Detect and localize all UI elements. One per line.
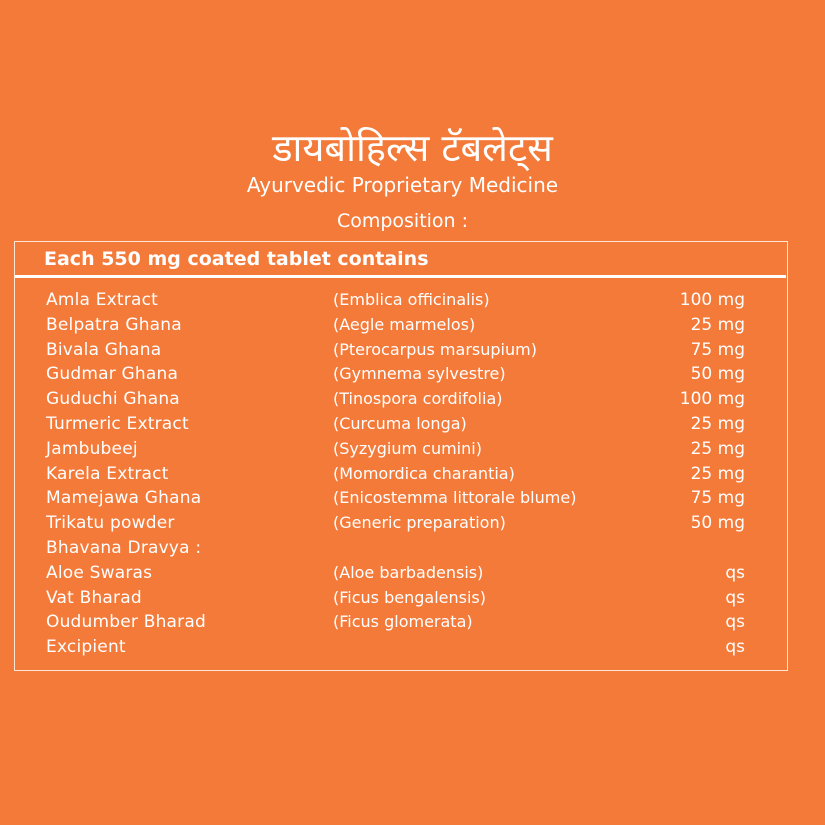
ingredient-row [15,586,786,611]
ingredient-name: Karela Extract [46,463,169,484]
ingredient-quantity: 100 mg [679,389,745,410]
ingredient-name: Amla Extract [46,290,159,310]
ingredient-quantity: 75 mg [690,488,745,509]
ingredient-quantity: 25 mg [690,413,745,434]
ingredient-row [15,437,786,462]
ingredient-row [15,511,786,536]
ingredient-row [15,536,786,561]
ingredient-quantity: 50 mg [690,364,745,385]
ingredient-name: Bhavana Dravya : [46,537,202,558]
product-title-hindi: डायबोहिल्स टॅबलेट्स [272,126,553,170]
ingredient-row [15,412,786,437]
table-header: Each 550 mg coated tablet contains [44,248,429,270]
ingredient-quantity: 100 mg [679,290,745,310]
header-divider [15,275,786,278]
ingredient-botanical-name: (Ficus glomerata) [333,612,473,632]
ingredient-row [15,462,786,487]
ingredient-name: Trikatu powder [46,513,175,534]
ingredient-row [15,610,786,635]
ingredient-row [15,387,786,412]
ingredient-botanical-name: (Curcuma longa) [333,413,467,433]
ingredient-name: Oudumber Bharad [46,612,206,633]
ingredient-name: Mamejawa Ghana [46,488,202,509]
ingredient-botanical-name: (Gymnema sylvestre) [333,364,506,384]
ingredient-name: Jambubeej [46,438,138,459]
ingredient-botanical-name: (Enicostemma littorale blume) [333,488,577,508]
ingredient-quantity: 25 mg [690,314,745,335]
composition-table [14,241,788,671]
ingredient-list [15,288,786,660]
ingredient-row [15,486,786,511]
ingredient-name: Bivala Ghana [46,339,162,360]
ingredient-botanical-name: (Momordica charantia) [333,463,515,483]
ingredient-quantity: 25 mg [690,438,745,459]
ingredient-name: Vat Bharad [46,587,142,608]
ingredient-name: Belpatra Ghana [46,314,182,335]
ingredient-row [15,362,786,387]
product-subtitle: Ayurvedic Proprietary Medicine [246,173,559,197]
ingredient-botanical-name: (Generic preparation) [333,513,506,533]
ingredient-row [15,635,786,660]
ingredient-row [15,288,786,313]
ingredient-botanical-name: (Aloe barbadensis) [333,562,484,582]
ingredient-quantity: qs [725,587,745,608]
ingredient-name: Excipient [46,637,126,658]
ingredient-botanical-name: (Tinospora cordifolia) [333,389,503,409]
ingredient-name: Aloe Swaras [46,562,153,583]
ingredient-row [15,313,786,338]
ingredient-quantity: qs [725,612,745,633]
ingredient-botanical-name: (Emblica officinalis) [333,290,490,309]
ingredient-quantity: 75 mg [690,339,745,360]
ingredient-row [15,338,786,363]
ingredient-name: Gudmar Ghana [46,364,179,385]
ingredient-quantity: 50 mg [690,513,745,534]
ingredient-quantity: qs [725,562,745,583]
ingredient-name: Guduchi Ghana [46,389,180,410]
composition-label: Composition : [336,210,469,232]
ingredient-botanical-name: (Pterocarpus marsupium) [333,339,537,359]
ingredient-quantity: qs [725,637,745,658]
ingredient-quantity: 25 mg [690,463,745,484]
ingredient-botanical-name: (Syzygium cumini) [333,438,482,458]
ingredient-row [15,561,786,586]
ingredient-botanical-name: (Aegle marmelos) [333,314,476,334]
ingredient-botanical-name: (Ficus bengalensis) [333,587,486,607]
ingredient-name: Turmeric Extract [46,413,189,434]
